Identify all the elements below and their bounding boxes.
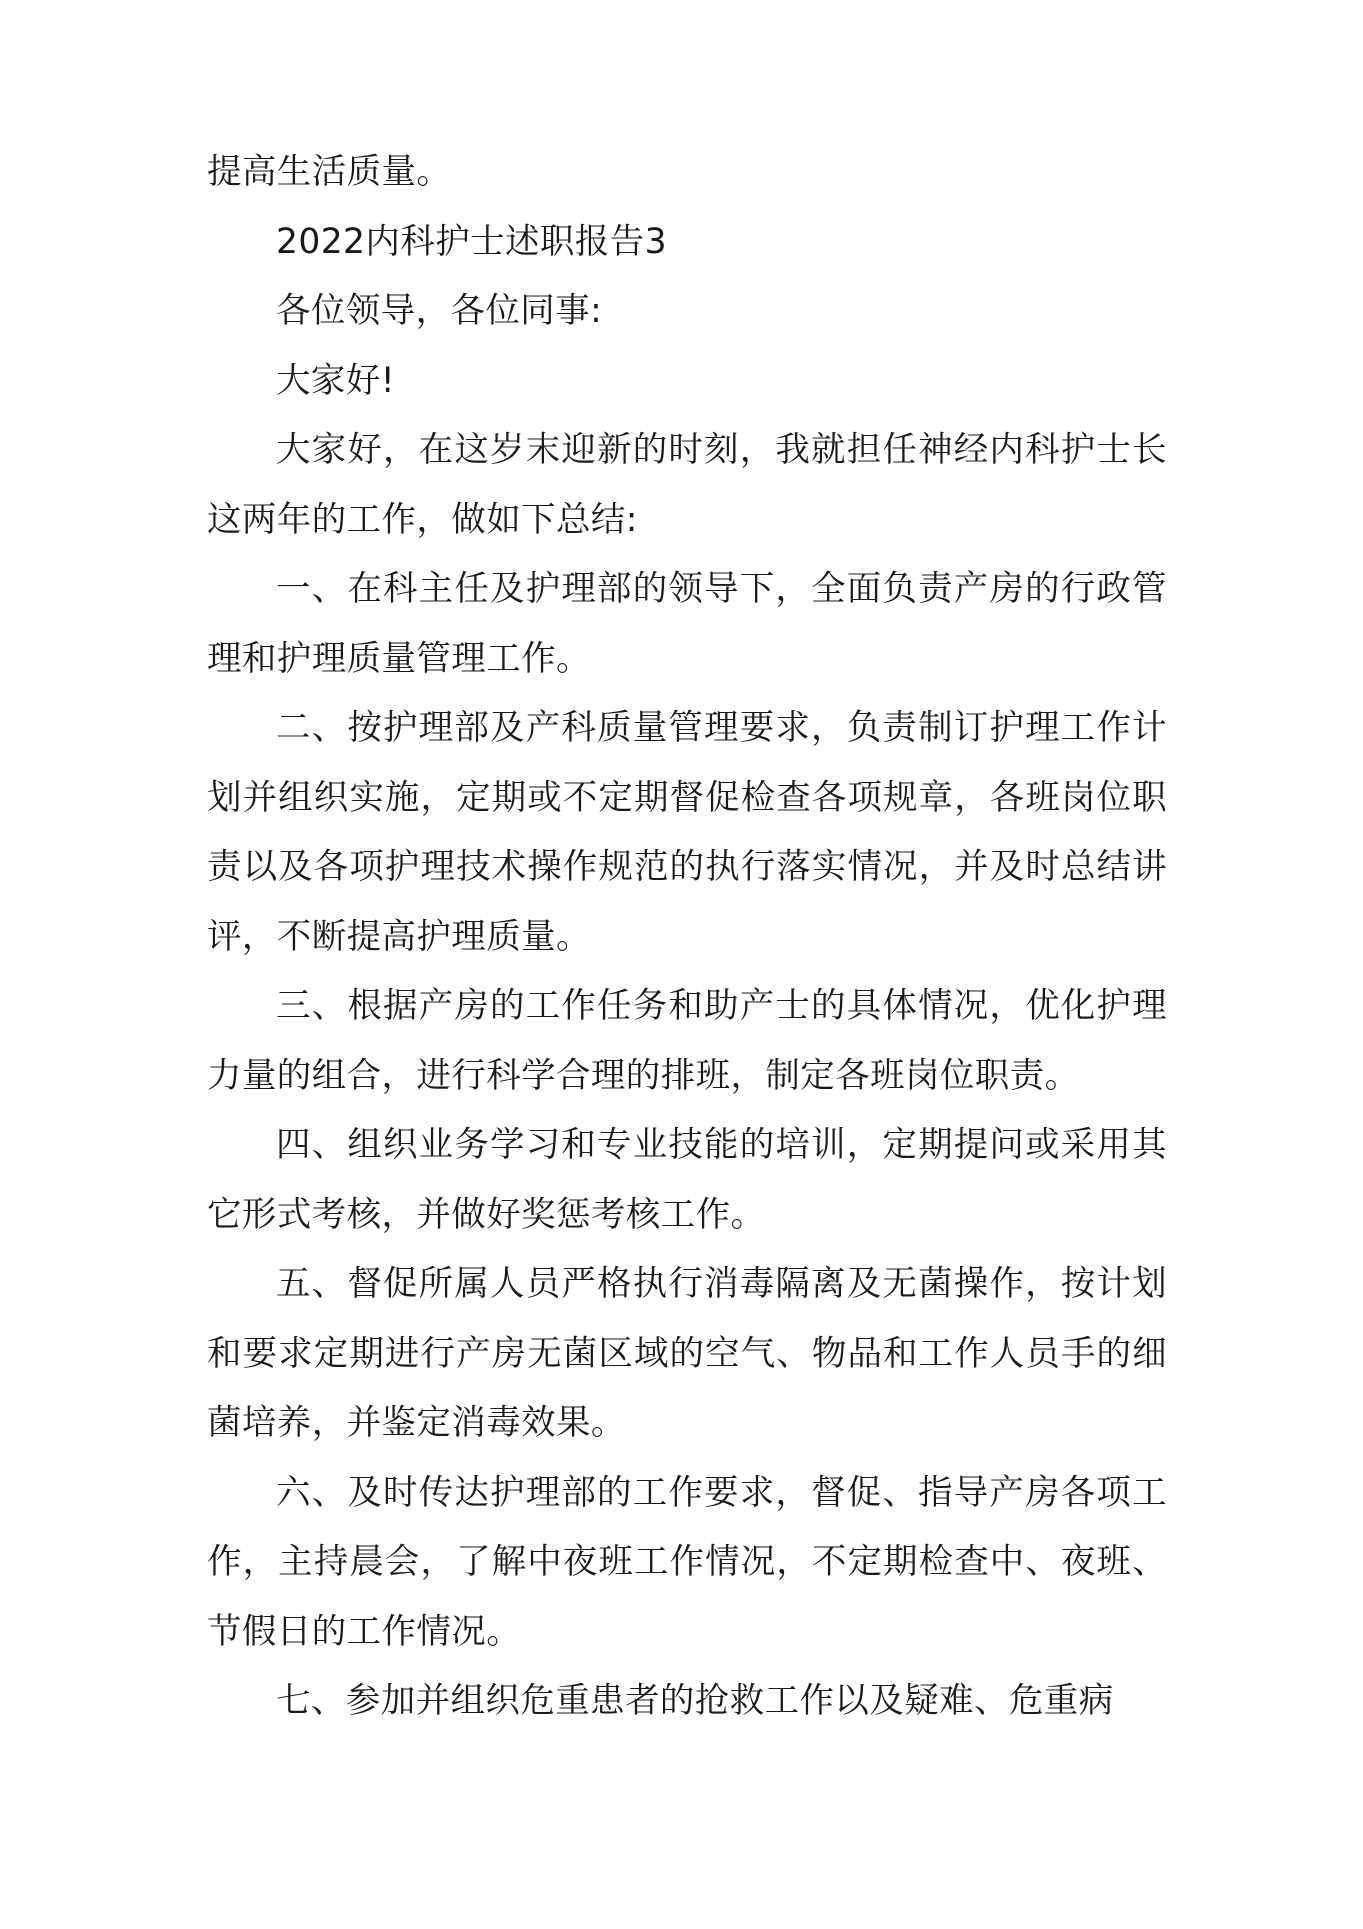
salutation: 各位领导，各位同事:	[276, 291, 603, 331]
item-2-paragraph: 二、按护理部及产科质量管理要求，负责制订护理工作计划并组织实施，定期或不定期督促检查各项规章，各班岗位职责以及各项护理技术操作规范的执行落实情况，并及时总结讲评，不断提高护理质量。	[207, 708, 1167, 957]
item-4-paragraph: 四、组织业务学习和专业技能的培训，定期提问或采用其它形式考核，并做好奖惩考核工作。	[207, 1125, 1167, 1235]
report-title: 2022内科护士述职报告3	[276, 221, 667, 262]
item-5-paragraph: 五、督促所属人员严格执行消毒隔离及无菌操作，按计划和要求定期进行产房无菌区域的空气、物品和工作人员手的细菌培养，并鉴定消毒效果。	[207, 1264, 1167, 1443]
item-7-paragraph: 七、参加并组织危重患者的抢救工作以及疑难、危重病	[276, 1681, 1114, 1721]
greeting: 大家好!	[276, 360, 395, 401]
item-3-paragraph: 三、根据产房的工作任务和助产士的具体情况，优化护理力量的组合，进行科学合理的排班，制定各班岗位职责。	[207, 986, 1167, 1096]
intro-paragraph: 大家好，在这岁末迎新的时刻，我就担任神经内科护士长这两年的工作，做如下总结:	[207, 430, 1167, 540]
document-body	[207, 138, 1167, 1737]
paragraph-continuation: 提高生活质量。	[207, 152, 452, 192]
item-1-paragraph: 一、在科主任及护理部的领导下，全面负责产房的行政管理和护理质量管理工作。	[207, 569, 1167, 679]
item-6-paragraph: 六、及时传达护理部的工作要求，督促、指导产房各项工作，主持晨会，了解中夜班工作情况，不定期检查中、夜班、节假日的工作情况。	[207, 1472, 1167, 1652]
